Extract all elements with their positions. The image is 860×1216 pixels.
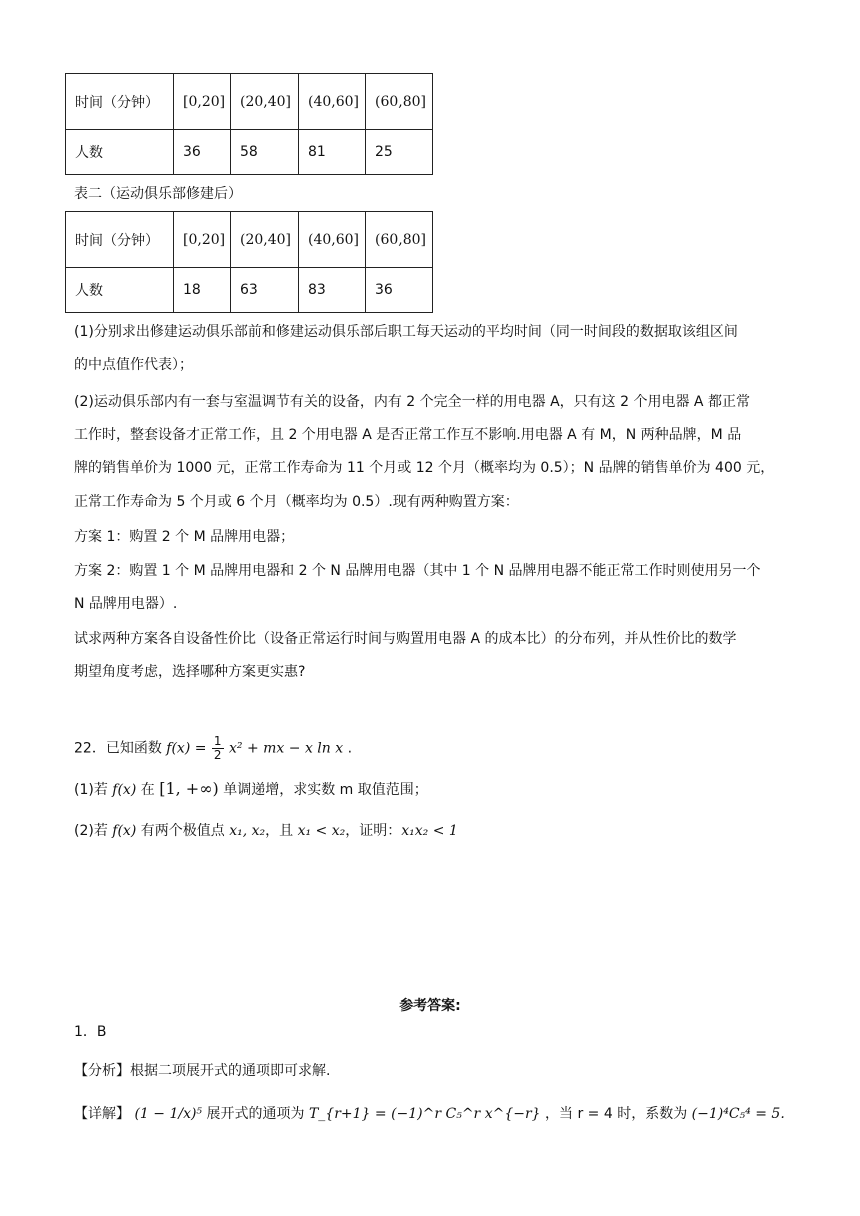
q21-part2-line3: 牌的销售单价为 1000 元，正常工作寿命为 11 个月或 12 个月（概率均为 0.5）；N 品牌的销售单价为 400 元，	[74, 460, 775, 476]
header-cell-interval-1: [0,20]	[174, 212, 231, 268]
row-label-count: 人数	[66, 268, 174, 313]
value-cell: 36	[366, 268, 433, 313]
value-cell: 36	[174, 130, 231, 175]
answer-item-1: 1．B	[74, 1024, 107, 1040]
q22-stem-end: .	[347, 740, 353, 757]
row-label-count: 人数	[66, 130, 174, 175]
q21-part2-line4: 正常工作寿命为 5 个月或 6 个月（概率均为 0.5）.现有两种购置方案：	[74, 494, 519, 510]
header-cell-interval-2: (20,40]	[231, 212, 299, 268]
value-cell: 63	[231, 268, 299, 313]
q22-p2-text-a: (2)若	[74, 823, 113, 839]
answers-title: 参考答案:	[399, 998, 461, 1014]
detail-general-term: T_{r+1} = (−1)^r C₅^r x^{−r}	[308, 1106, 541, 1122]
value-cell: 18	[174, 268, 231, 313]
table-row	[66, 130, 433, 175]
q22-p1-interval: [1, +∞)	[159, 779, 219, 798]
q21-plan2-line1: 方案 2：购置 1 个 M 品牌用电器和 2 个 N 品牌用电器（其中 1 个 N 品牌用电器不能正常工作时则使用另一个	[74, 563, 761, 579]
q22-formula-lhs: f(x) =	[166, 740, 211, 757]
table-header-row	[66, 74, 433, 130]
q22-p1-function: f(x)	[112, 782, 137, 798]
detail-mid: 展开式的通项为	[206, 1106, 305, 1122]
table-after	[65, 211, 433, 313]
table-row	[66, 268, 433, 313]
value-cell: 83	[299, 268, 366, 313]
header-cell-interval-3: (40,60]	[299, 212, 366, 268]
table-before	[65, 73, 433, 175]
q22-part2	[74, 821, 458, 841]
q22-p2-goal: x₁x₂ < 1	[401, 823, 458, 839]
value-cell: 81	[299, 130, 366, 175]
q22-p1-text-a: (1)若	[74, 782, 113, 798]
fraction-numerator: 1	[213, 734, 222, 748]
q21-part1-line1: (1)分别求出修建运动俱乐部前和修建运动俱乐部后职工每天运动的平均时间（同一时间段的数据取该组区间	[74, 324, 738, 340]
q22-p2-text-c: ，且	[265, 823, 298, 839]
q22-p1-text-c: 单调递增，求实数 m 取值范围；	[218, 782, 428, 798]
q22-stem-prefix: 22．已知函数	[74, 740, 162, 757]
q22-p2-text-d: ，证明：	[345, 823, 402, 839]
q22-p1-text-b: 在	[136, 782, 160, 798]
detail-binomial: (1 − 1/x)⁵	[134, 1106, 203, 1122]
q22-p2-text-b: 有两个极值点	[136, 823, 230, 839]
header-cell-interval-1: [0,20]	[174, 74, 231, 130]
value-cell: 25	[366, 130, 433, 175]
q21-ask-line2: 期望角度考虑，选择哪种方案更实惠?	[74, 664, 306, 680]
header-cell-time: 时间（分钟）	[66, 212, 174, 268]
q21-part2-line2: 工作时，整套设备才正常工作，且 2 个用电器 A 是否正常工作互不影响.用电器 A 有 M，N 两种品牌，M 品	[74, 427, 742, 443]
answer-analysis: 【分析】根据二项展开式的通项即可求解.	[74, 1063, 331, 1079]
q22-p2-inequality: x₁ < x₂	[297, 823, 346, 839]
fraction-denominator: 2	[213, 748, 222, 762]
q22-p2-function: f(x)	[112, 823, 137, 839]
q21-ask-line1: 试求两种方案各自设备性价比（设备正常运行时间与购置用电器 A 的成本比）的分布列，并从性价比的数学	[74, 631, 737, 647]
q22-p2-points: x₁, x₂	[229, 823, 266, 839]
table2-caption: 表二（运动俱乐部修建后）	[74, 186, 242, 202]
header-cell-interval-4: (60,80]	[366, 74, 433, 130]
answer-detail	[74, 1104, 785, 1124]
q22-fraction	[212, 735, 224, 762]
q21-part2-line1: (2)运动俱乐部内有一套与室温调节有关的设备，内有 2 个完全一样的用电器 A，只有这 2 个用电器 A 都正常	[74, 394, 750, 410]
value-cell: 58	[231, 130, 299, 175]
header-cell-time: 时间（分钟）	[66, 74, 174, 130]
q21-plan1: 方案 1：购置 2 个 M 品牌用电器；	[74, 529, 295, 545]
q21-plan2-line2: N 品牌用电器）.	[74, 596, 178, 612]
detail-prefix: 【详解】	[74, 1106, 130, 1122]
header-cell-interval-2: (20,40]	[231, 74, 299, 130]
detail-result: (−1)⁴C₅⁴ = 5.	[691, 1106, 785, 1122]
header-cell-interval-4: (60,80]	[366, 212, 433, 268]
q22-stem	[74, 735, 352, 762]
q22-formula-rhs: x² + mx − x ln x	[229, 740, 344, 757]
table-header-row	[66, 212, 433, 268]
q21-part1-line2: 的中点值作代表）；	[74, 357, 193, 373]
detail-condition: ，当 r = 4 时，系数为	[545, 1106, 688, 1122]
header-cell-interval-3: (40,60]	[299, 74, 366, 130]
q22-part1	[74, 779, 428, 800]
